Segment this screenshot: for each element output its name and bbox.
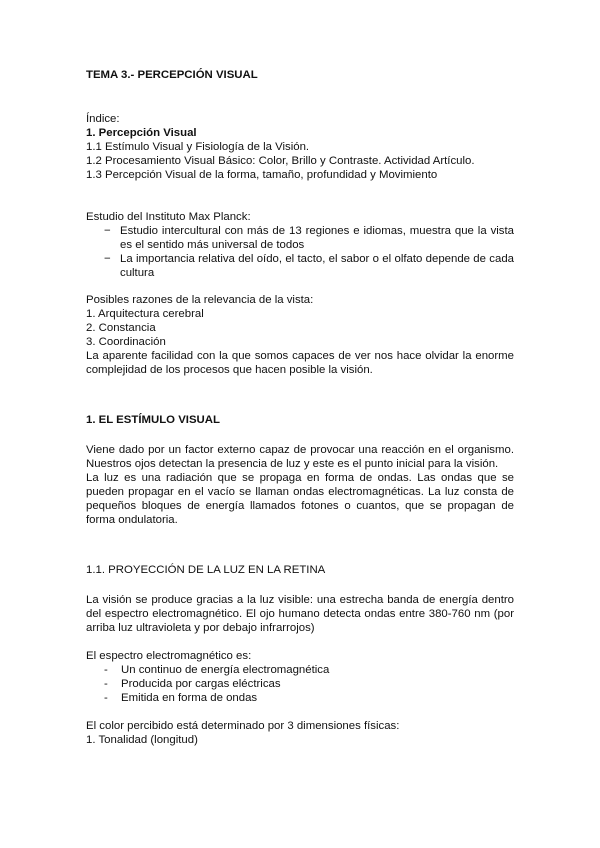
index-heading: Índice: xyxy=(86,113,120,125)
reasons-intro: Posibles razones de la relevancia de la vista: xyxy=(86,294,314,306)
paragraph: Viene dado por un factor externo capaz de provocar una reacción en el organismo. Nuestros ojos detectan la presencia de luz y este es el punto inicial para la visión. xyxy=(86,444,514,470)
index-item: 1.2 Procesamiento Visual Básico: Color, Brillo y Contraste. Actividad Artículo. xyxy=(86,155,475,167)
spectrum-list xyxy=(86,663,514,705)
color-item: 1. Tonalidad (longitud) xyxy=(86,734,198,746)
planck-intro: Estudio del Instituto Max Planck: xyxy=(86,211,251,223)
color-intro: El color percibido está determinado por 3 dimensiones físicas: xyxy=(86,720,400,732)
list-item: - Emitida en forma de ondas xyxy=(86,691,514,705)
reasons-conclusion: La aparente facilidad con la que somos capaces de ver nos hace olvidar la enorme complejidad de los procesos que hacen posible la visión. xyxy=(86,350,514,376)
reason-item: 3. Coordinación xyxy=(86,336,166,348)
list-item: - Producida por cargas eléctricas xyxy=(86,677,514,691)
paragraph: La luz es una radiación que se propaga en forma de ondas. Las ondas que se pueden propagar en el vacío se llaman ondas electromagnéticas. La luz consta de pequeños bloques de energía llamados fotones o cuantos, que se propagan de forma ondulatoria. xyxy=(86,472,514,526)
list-item: - Un continuo de energía electromagnética xyxy=(86,663,514,677)
document-page xyxy=(86,68,514,747)
list-item: − Estudio intercultural con más de 13 regiones e idiomas, muestra que la vista es el sentido más universal de todos xyxy=(86,224,514,252)
index-item: 1.3 Percepción Visual de la forma, tamaño, profundidad y Movimiento xyxy=(86,169,438,181)
reason-item: 2. Constancia xyxy=(86,322,156,334)
document-title: TEMA 3.- PERCEPCIÓN VISUAL xyxy=(86,69,258,81)
spectrum-intro: El espectro electromagnético es: xyxy=(86,650,252,662)
index-main-item: 1. Percepción Visual xyxy=(86,127,197,139)
reason-item: 1. Arquitectura cerebral xyxy=(86,308,204,320)
paragraph: La visión se produce gracias a la luz visible: una estrecha banda de energía dentro del espectro electromagnético. El ojo humano detecta ondas entre 380-760 nm (por arriba luz ultravioleta y por debajo infrarrojos) xyxy=(86,594,514,634)
list-item: − La importancia relativa del oído, el tacto, el sabor o el olfato depende de cada cultura xyxy=(86,252,514,280)
section-heading: 1.1. PROYECCIÓN DE LA LUZ EN LA RETINA xyxy=(86,564,326,576)
planck-points xyxy=(86,224,514,280)
section-heading: 1. EL ESTÍMULO VISUAL xyxy=(86,414,220,426)
index-item: 1.1 Estímulo Visual y Fisiología de la Visión. xyxy=(86,141,310,153)
